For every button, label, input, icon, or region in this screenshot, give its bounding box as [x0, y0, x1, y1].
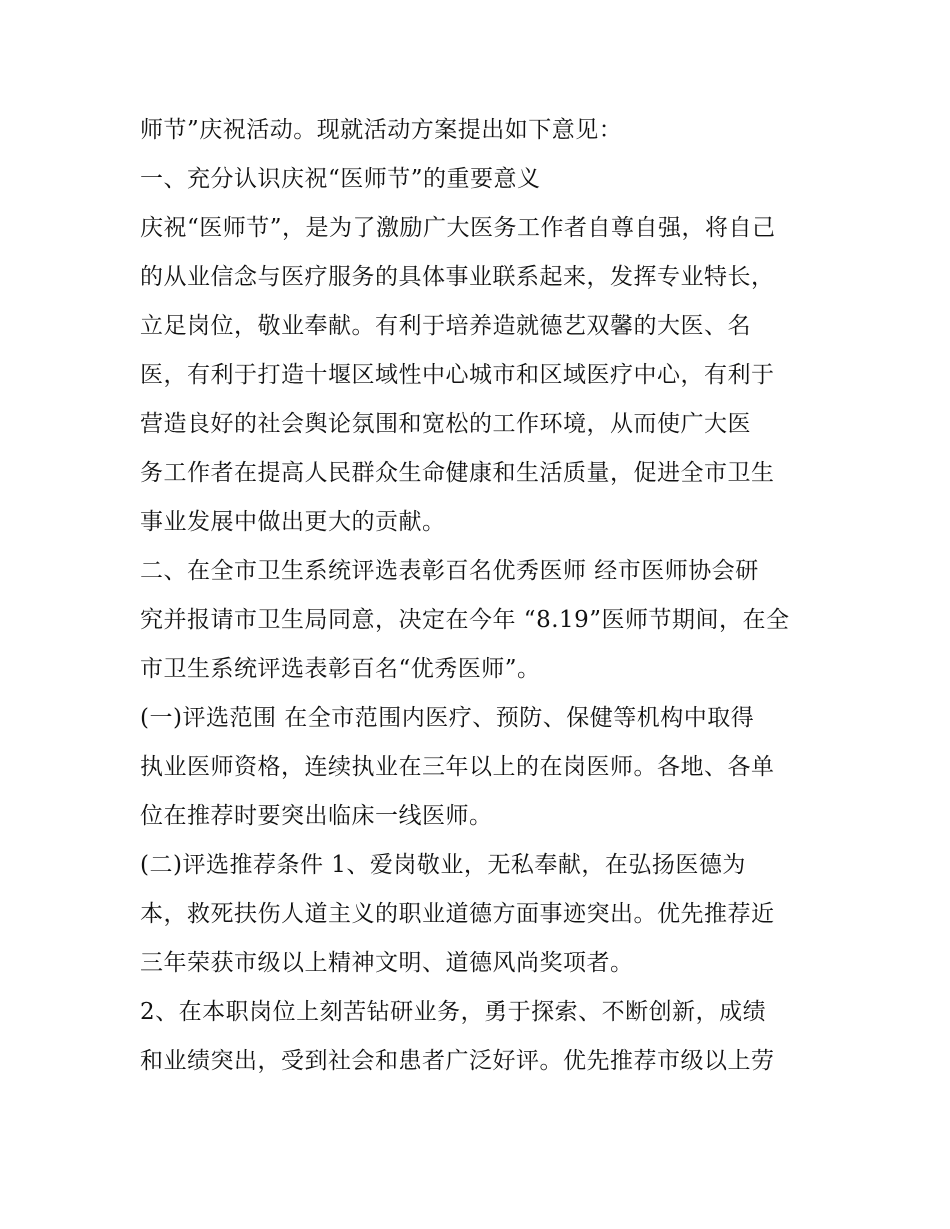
text-line: 医，有利于打造十堰区域性中心城市和区域医疗中心，有利于: [140, 362, 775, 388]
text-line: 位在推荐时要突出临床一线医师。: [140, 803, 493, 829]
text-line: 师节”庆祝活动。现就活动方案提出如下意见：: [140, 117, 623, 143]
section-heading: 一、充分认识庆祝“医师节”的重要意义: [140, 166, 541, 192]
text-line: 的从业信念与医疗服务的具体事业联系起来，发挥专业特长，: [140, 264, 775, 290]
document-body: [140, 106, 820, 1086]
text-line: 市卫生系统评选表彰百名“优秀医师”。: [140, 656, 541, 682]
section-heading: 二、在全市卫生系统评选表彰百名优秀医师 经市医师协会研: [140, 558, 759, 584]
text-line: 庆祝“医师节”，是为了激励广大医务工作者自尊自强，将自己: [140, 215, 776, 241]
text-line: 本，救死扶伤人道主义的职业道德方面事迹突出。优先推荐近: [140, 901, 775, 927]
text-line: 究并报请市卫生局同意，决定在今年 “8.19”医师节期间，在全: [140, 607, 790, 633]
text-line: 务工作者在提高人民群众生命健康和生活质量，促进全市卫生: [140, 460, 775, 486]
subsection-line: (二)评选推荐条件 1、爱岗敬业，无私奉献，在弘扬医德为: [140, 852, 746, 878]
text-line: 执业医师资格，连续执业在三年以上的在岗医师。各地、各单: [140, 754, 775, 780]
text-line: 三年荣获市级以上精神文明、道德风尚奖项者。: [140, 950, 634, 976]
text-line: 营造良好的社会舆论氛围和宽松的工作环境，从而使广大医: [140, 411, 751, 437]
list-item-line: 2、在本职岗位上刻苦钻研业务，勇于探索、不断创新，成绩: [140, 999, 767, 1025]
text-line: 立足岗位，敬业奉献。有利于培养造就德艺双馨的大医、名: [140, 313, 751, 339]
text-line: 事业发展中做出更大的贡献。: [140, 509, 446, 535]
text-line: 和业绩突出，受到社会和患者广泛好评。优先推荐市级以上劳: [140, 1048, 775, 1074]
subsection-line: (一)评选范围 在全市范围内医疗、预防、保健等机构中取得: [140, 705, 755, 731]
